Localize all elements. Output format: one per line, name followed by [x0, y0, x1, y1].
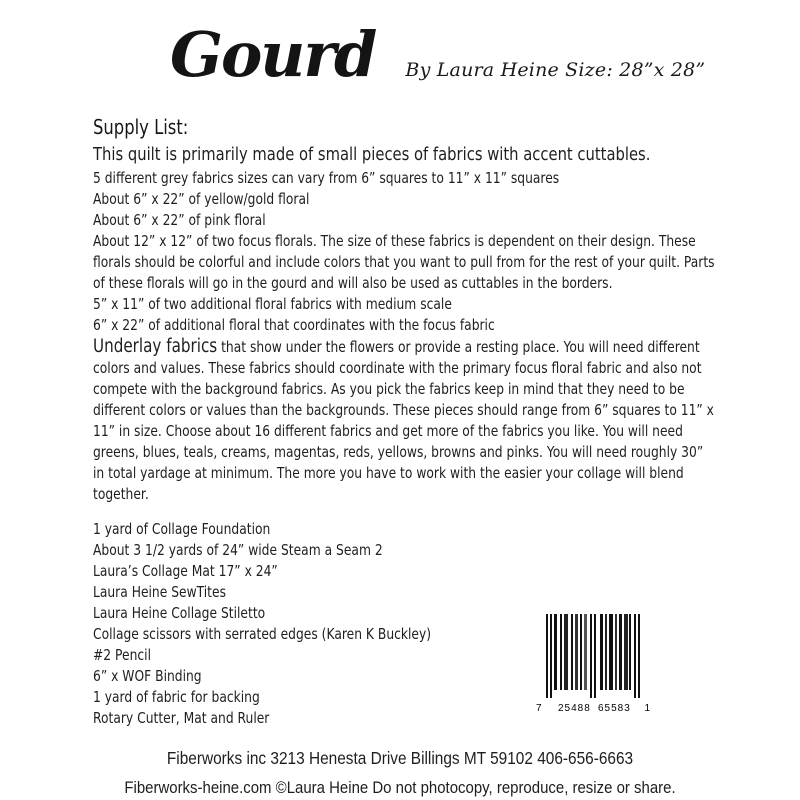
supply-line: 5” x 11” of two additional floral fabrics with medium scale: [93, 295, 452, 313]
page-title: Gourd: [170, 18, 376, 91]
tools-item: About 3 1/2 yards of 24” wide Steam a Seam 2: [93, 541, 383, 559]
footer-address: Fiberworks inc 3213 Henesta Drive Billings MT 59102 406-656-6663: [166, 748, 634, 768]
tools-item: Laura’s Collage Mat 17” x 24”: [93, 562, 278, 580]
barcode-digit: 25488: [558, 703, 591, 714]
header: [170, 18, 705, 92]
barcode-bars-icon: [546, 614, 642, 702]
tools-item: Collage scissors with serrated edges (Karen K Buckley): [93, 625, 432, 643]
tools-item: Laura Heine Collage Stiletto: [93, 604, 266, 622]
tools-item: 1 yard of fabric for backing: [93, 688, 260, 706]
tools-item: 1 yard of Collage Foundation: [93, 520, 271, 538]
supply-line: 6” x 22” of additional floral that coordinates with the focus fabric: [93, 316, 495, 334]
underlay-text: that show under the flowers or provide a resting place. You will need different colors and values. These fabrics should coordinate with the primary focus floral fabric and also not compete with the background fabrics. As you pick the fabrics keep in mind that they need to be different colors or values than the backgrounds. These pieces should range from 6” squares to 11” x 11” in size. Choose about 16 different fabrics and get more of the fabrics you like. You will need greens, blues, teals, creams, magentas, reds, yellows, browns and pinks. You will need roughly 30” in total yardage at minimum. The more you have to work with the easier your collage will blend together.: [93, 338, 714, 503]
footer-copyright: Fiberworks-heine.com ©Laura Heine Do not photocopy, reproduce, resize or share.: [124, 778, 676, 797]
barcode-digit: 65583: [598, 703, 631, 714]
supply-line: 5 different grey fabrics sizes can vary from 6” squares to 11” x 11” squares: [93, 169, 560, 187]
underlay-paragraph: [93, 336, 718, 505]
tools-item: #2 Pencil: [93, 646, 151, 664]
focus-florals-paragraph: About 12” x 12” of two focus florals. The size of these fabrics is dependent on their design. These florals should be colorful and include colors that you want to pull from for the rest of your quilt. Parts of these florals will go in the gourd and will also be used as cuttables in the borders.: [93, 232, 715, 292]
supply-list-heading: Supply List:: [93, 115, 189, 139]
supply-line: About 6” x 22” of pink floral: [93, 211, 266, 229]
tools-item: 6” x WOF Binding: [93, 667, 202, 685]
underlay-lead: Underlay fabrics: [93, 336, 218, 357]
tools-item: Rotary Cutter, Mat and Ruler: [93, 709, 270, 727]
supply-intro: This quilt is primarily made of small pieces of fabrics with accent cuttables.: [93, 144, 651, 165]
byline: By Laura Heine Size: 28”x 28”: [405, 59, 706, 81]
supply-line: About 6” x 22” of yellow/gold floral: [93, 190, 310, 208]
barcode-digit: 1: [644, 703, 650, 714]
tools-item: Laura Heine SewTites: [93, 583, 226, 601]
barcode-digit: 7: [536, 703, 542, 714]
upc-barcode: [538, 614, 648, 718]
